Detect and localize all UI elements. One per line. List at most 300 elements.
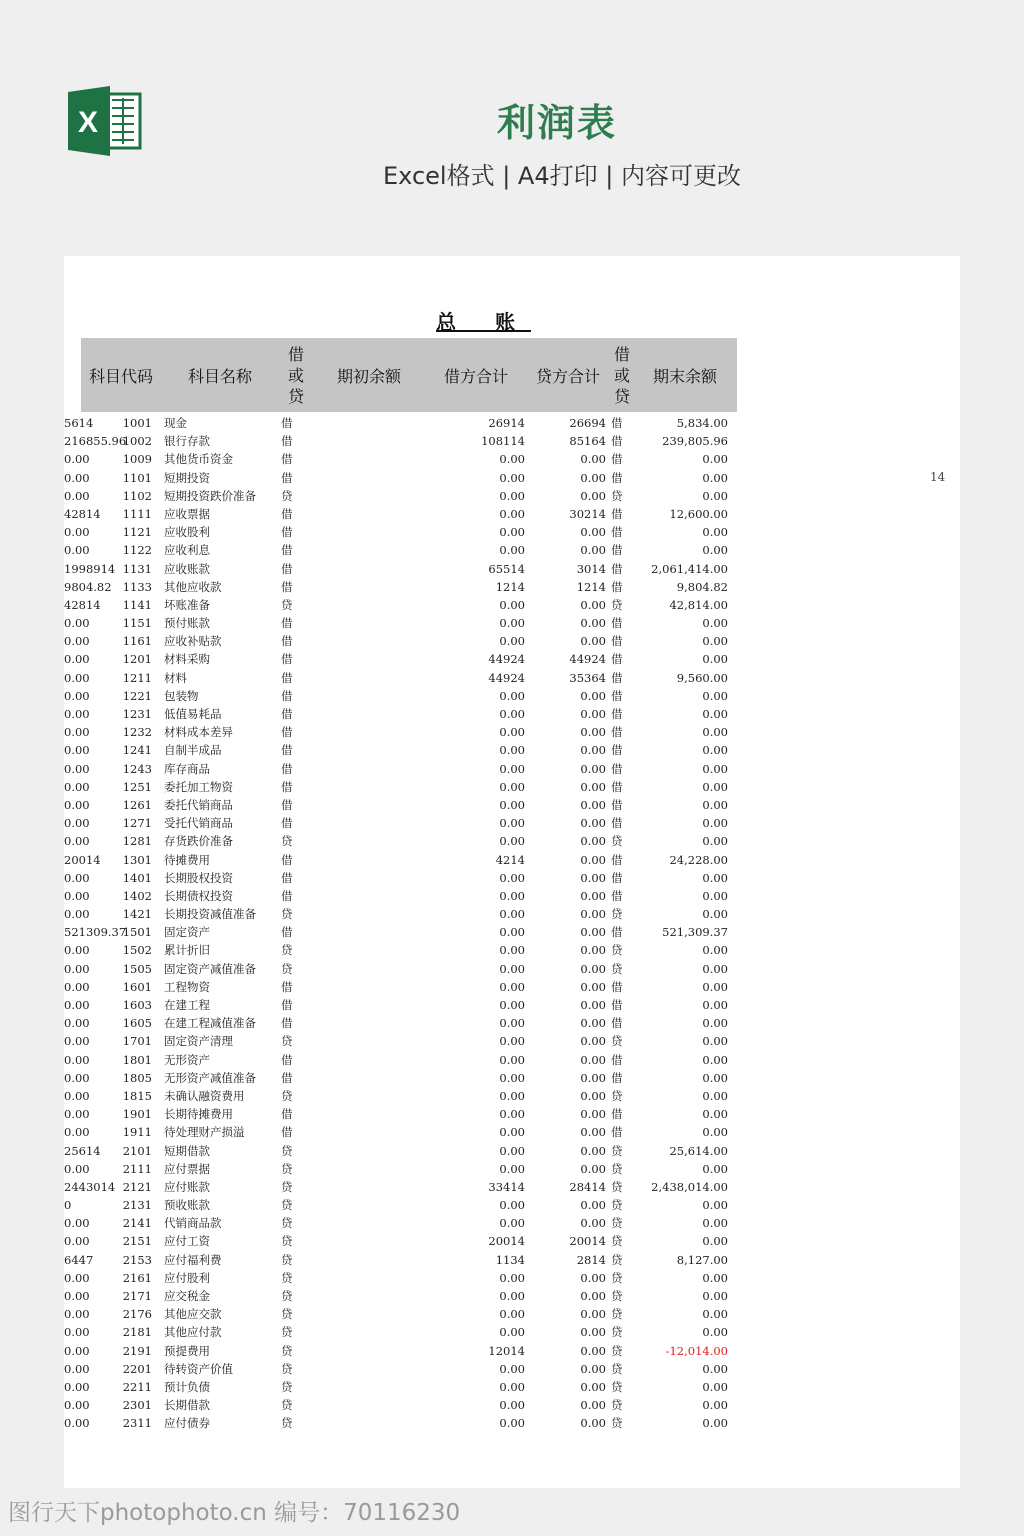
cell-code: 1001 bbox=[122, 416, 152, 430]
cell-dir2: 贷 bbox=[611, 1289, 623, 1303]
cell-closing: 2,438,014.00 bbox=[651, 1179, 728, 1194]
cell-name: 包装物 bbox=[164, 688, 199, 703]
cell-name: 委托加工物资 bbox=[164, 779, 233, 794]
cell-dir1: 贷 bbox=[281, 1179, 293, 1194]
cell-name: 受托代销商品 bbox=[164, 816, 233, 831]
cell-credit: 0.00 bbox=[580, 634, 606, 649]
cell-dir2: 贷 bbox=[611, 1325, 623, 1340]
cell-dir1: 借 bbox=[281, 816, 293, 831]
header-dir1-line: 或 bbox=[287, 365, 304, 385]
cell-closing: 0.00 bbox=[702, 1325, 728, 1340]
table-row bbox=[64, 1414, 960, 1432]
cell-opening: 0.00 bbox=[64, 1416, 90, 1431]
cell-debit: 0.00 bbox=[499, 1143, 525, 1158]
cell-debit: 0.00 bbox=[499, 743, 525, 758]
cell-opening: 0.00 bbox=[64, 670, 90, 685]
cell-opening: 0 bbox=[64, 1198, 72, 1213]
cell-closing: 0.00 bbox=[702, 1034, 728, 1049]
table-row bbox=[64, 1142, 960, 1160]
cell-name: 长期借款 bbox=[164, 1398, 210, 1413]
cell-dir1: 贷 bbox=[281, 1379, 293, 1394]
cell-dir2: 借 bbox=[611, 816, 623, 831]
cell-name: 待摊费用 bbox=[164, 852, 210, 867]
cell-code: 1601 bbox=[122, 979, 152, 994]
cell-opening: 0.00 bbox=[64, 1234, 90, 1249]
cell-credit: 0.00 bbox=[580, 1034, 606, 1049]
cell-credit: 0.00 bbox=[580, 488, 606, 503]
cell-code: 1111 bbox=[122, 506, 152, 521]
cell-name: 应收补贴款 bbox=[164, 634, 222, 649]
cell-closing: 0.00 bbox=[702, 998, 728, 1012]
cell-closing: 0.00 bbox=[702, 1088, 728, 1103]
cell-dir2: 贷 bbox=[611, 597, 623, 612]
cell-name: 短期投资跌价准备 bbox=[164, 488, 256, 503]
cell-opening: 0.00 bbox=[64, 488, 90, 503]
table-row bbox=[64, 1105, 960, 1123]
cell-code: 1505 bbox=[122, 961, 152, 976]
cell-dir1: 借 bbox=[281, 888, 293, 903]
promo-subtitle: Excel格式 | A4打印 | 内容可更改 bbox=[383, 162, 741, 190]
cell-opening: 0.00 bbox=[64, 1125, 90, 1140]
cell-name: 材料采购 bbox=[164, 652, 210, 667]
cell-name: 委托代销商品 bbox=[164, 797, 233, 812]
cell-debit: 0.00 bbox=[499, 1034, 525, 1049]
cell-debit: 33414 bbox=[488, 1179, 525, 1194]
cell-dir1: 借 bbox=[281, 998, 293, 1012]
cell-opening: 0.00 bbox=[64, 707, 90, 721]
cell-dir2: 贷 bbox=[611, 1343, 623, 1358]
cell-code: 1101 bbox=[122, 470, 152, 485]
cell-credit: 0.00 bbox=[580, 525, 606, 540]
cell-dir1: 借 bbox=[281, 525, 293, 540]
cell-opening: 0.00 bbox=[64, 797, 90, 812]
cell-dir2: 贷 bbox=[611, 834, 623, 849]
cell-name: 应收股利 bbox=[164, 525, 210, 540]
cell-opening: 5614 bbox=[64, 416, 94, 430]
table-row bbox=[64, 1051, 960, 1069]
cell-dir1: 贷 bbox=[281, 961, 293, 976]
cell-dir2: 借 bbox=[611, 1070, 623, 1085]
cell-dir1: 借 bbox=[281, 416, 293, 430]
cell-name: 在建工程 bbox=[164, 998, 210, 1012]
cell-code: 2191 bbox=[122, 1343, 152, 1358]
cell-dir2: 贷 bbox=[611, 943, 623, 958]
cell-debit: 108114 bbox=[481, 434, 525, 449]
table-body bbox=[64, 414, 960, 1433]
table-row bbox=[64, 1342, 960, 1360]
cell-debit: 1134 bbox=[495, 1252, 525, 1267]
table-row bbox=[64, 978, 960, 996]
cell-debit: 0.00 bbox=[499, 1398, 525, 1413]
cell-name: 应付债券 bbox=[164, 1416, 210, 1431]
cell-credit: 0.00 bbox=[580, 1289, 606, 1303]
header-dir1 bbox=[281, 338, 311, 412]
cell-dir2: 借 bbox=[611, 1107, 623, 1122]
cell-credit: 0.00 bbox=[580, 907, 606, 922]
cell-dir1: 借 bbox=[281, 743, 293, 758]
cell-code: 1805 bbox=[122, 1070, 152, 1085]
cell-debit: 0.00 bbox=[499, 998, 525, 1012]
cell-opening: 6447 bbox=[64, 1252, 94, 1267]
header-dir2-line: 或 bbox=[613, 365, 630, 385]
cell-name: 待处理财产损溢 bbox=[164, 1125, 245, 1140]
cell-debit: 0.00 bbox=[499, 1216, 525, 1231]
cell-opening: 0.00 bbox=[64, 543, 90, 558]
header-name: 科目名称 bbox=[187, 366, 252, 386]
table-row bbox=[64, 941, 960, 959]
cell-closing: 239,805.96 bbox=[662, 434, 728, 449]
cell-dir2: 贷 bbox=[611, 1270, 623, 1285]
cell-dir2: 借 bbox=[611, 616, 623, 631]
cell-code: 1901 bbox=[122, 1107, 152, 1122]
cell-code: 1271 bbox=[122, 816, 152, 831]
cell-name: 应付股利 bbox=[164, 1270, 210, 1285]
cell-dir1: 贷 bbox=[281, 1252, 293, 1267]
cell-code: 1801 bbox=[122, 1052, 152, 1067]
table-row bbox=[64, 905, 960, 923]
cell-credit: 0.00 bbox=[580, 1088, 606, 1103]
cell-opening: 0.00 bbox=[64, 943, 90, 958]
cell-closing: 0.00 bbox=[702, 1270, 728, 1285]
cell-opening: 25614 bbox=[64, 1143, 101, 1158]
cell-dir1: 贷 bbox=[281, 1343, 293, 1358]
cell-code: 2101 bbox=[122, 1143, 152, 1158]
cell-dir1: 借 bbox=[281, 543, 293, 558]
cell-debit: 0.00 bbox=[499, 616, 525, 631]
cell-code: 1281 bbox=[122, 834, 152, 849]
cell-opening: 0.00 bbox=[64, 1216, 90, 1231]
cell-debit: 0.00 bbox=[499, 1307, 525, 1322]
cell-opening: 1998914 bbox=[64, 561, 116, 576]
cell-opening: 0.00 bbox=[64, 652, 90, 667]
cell-opening: 216855.96 bbox=[64, 434, 127, 449]
cell-code: 1232 bbox=[122, 725, 152, 740]
table-header bbox=[81, 338, 737, 412]
cell-debit: 0.00 bbox=[499, 907, 525, 922]
cell-dir2: 贷 bbox=[611, 1361, 623, 1376]
cell-debit: 0.00 bbox=[499, 688, 525, 703]
promo-title: 利润表 bbox=[496, 101, 617, 145]
cell-credit: 0.00 bbox=[580, 743, 606, 758]
cell-code: 2111 bbox=[122, 1161, 152, 1176]
cell-code: 1121 bbox=[122, 525, 152, 540]
table-row bbox=[64, 632, 960, 650]
cell-closing: 2,061,414.00 bbox=[651, 561, 728, 576]
cell-name: 其他应付款 bbox=[164, 1325, 222, 1340]
cell-credit: 0.00 bbox=[580, 1398, 606, 1413]
cell-code: 2211 bbox=[122, 1379, 152, 1394]
cell-closing: 0.00 bbox=[702, 725, 728, 740]
cell-opening: 0.00 bbox=[64, 1070, 90, 1085]
cell-code: 1502 bbox=[122, 943, 152, 958]
header-dir2-line: 贷 bbox=[613, 386, 630, 406]
cell-dir1: 贷 bbox=[281, 943, 293, 958]
cell-debit: 0.00 bbox=[499, 925, 525, 940]
cell-closing: 0.00 bbox=[702, 816, 728, 831]
table-row bbox=[64, 469, 960, 487]
table-row bbox=[64, 560, 960, 578]
cell-code: 2131 bbox=[122, 1198, 152, 1213]
cell-dir2: 借 bbox=[611, 998, 623, 1012]
cell-dir2: 借 bbox=[611, 779, 623, 794]
cell-debit: 0.00 bbox=[499, 488, 525, 503]
cell-code: 1221 bbox=[122, 688, 152, 703]
cell-credit: 0.00 bbox=[580, 943, 606, 958]
cell-closing: 0.00 bbox=[702, 943, 728, 958]
cell-code: 1133 bbox=[122, 579, 152, 594]
cell-opening: 521309.37 bbox=[64, 925, 127, 940]
cell-dir2: 借 bbox=[611, 1016, 623, 1031]
table-row bbox=[64, 450, 960, 468]
cell-closing: 9,804.82 bbox=[676, 579, 728, 594]
cell-dir2: 借 bbox=[611, 579, 623, 594]
cell-credit: 0.00 bbox=[580, 888, 606, 903]
cell-debit: 20014 bbox=[488, 1234, 525, 1249]
cell-debit: 0.00 bbox=[499, 1016, 525, 1031]
cell-opening: 20014 bbox=[64, 852, 101, 867]
cell-name: 其他货币资金 bbox=[164, 452, 233, 467]
cell-debit: 4214 bbox=[495, 852, 525, 867]
cell-dir1: 借 bbox=[281, 652, 293, 667]
cell-debit: 0.00 bbox=[499, 1416, 525, 1431]
cell-opening: 0.00 bbox=[64, 452, 90, 467]
cell-credit: 0.00 bbox=[580, 1016, 606, 1031]
cell-dir1: 借 bbox=[281, 925, 293, 940]
cell-credit: 28414 bbox=[569, 1179, 606, 1194]
cell-closing: 0.00 bbox=[702, 743, 728, 758]
cell-debit: 0.00 bbox=[499, 1325, 525, 1340]
cell-code: 2161 bbox=[122, 1270, 152, 1285]
header-dir2 bbox=[607, 338, 637, 412]
cell-code: 1131 bbox=[122, 561, 152, 576]
cell-code: 1251 bbox=[122, 779, 152, 794]
cell-dir2: 借 bbox=[611, 506, 623, 521]
cell-debit: 0.00 bbox=[499, 1052, 525, 1067]
cell-credit: 0.00 bbox=[580, 452, 606, 467]
cell-closing: 0.00 bbox=[702, 470, 728, 485]
cell-dir1: 贷 bbox=[281, 1034, 293, 1049]
cell-dir2: 借 bbox=[611, 1125, 623, 1140]
cell-code: 2311 bbox=[122, 1416, 152, 1431]
cell-dir1: 借 bbox=[281, 434, 293, 449]
cell-credit: 0.00 bbox=[580, 1325, 606, 1340]
cell-dir1: 借 bbox=[281, 1016, 293, 1031]
cell-closing: 0.00 bbox=[702, 1361, 728, 1376]
cell-opening: 0.00 bbox=[64, 779, 90, 794]
cell-closing: 9,560.00 bbox=[676, 670, 728, 685]
cell-opening: 0.00 bbox=[64, 1343, 90, 1358]
cell-credit: 0.00 bbox=[580, 597, 606, 612]
header-closing: 期末余额 bbox=[652, 366, 717, 386]
cell-dir1: 借 bbox=[281, 470, 293, 485]
cell-name: 银行存款 bbox=[164, 434, 210, 449]
cell-name: 未确认融资费用 bbox=[164, 1088, 245, 1103]
cell-closing: 521,309.37 bbox=[662, 925, 728, 940]
cell-code: 2171 bbox=[122, 1289, 152, 1303]
cell-closing: 0.00 bbox=[702, 1125, 728, 1140]
cell-credit: 0.00 bbox=[580, 961, 606, 976]
cell-closing: 0.00 bbox=[702, 1307, 728, 1322]
table-row bbox=[64, 487, 960, 505]
table-row bbox=[64, 1251, 960, 1269]
cell-name: 应收账款 bbox=[164, 561, 210, 576]
table-row bbox=[64, 705, 960, 723]
cell-dir1: 贷 bbox=[281, 1398, 293, 1413]
page-number: 14 bbox=[930, 470, 946, 484]
cell-opening: 0.00 bbox=[64, 1270, 90, 1285]
cell-opening: 0.00 bbox=[64, 725, 90, 740]
cell-debit: 0.00 bbox=[499, 888, 525, 903]
cell-debit: 0.00 bbox=[499, 470, 525, 485]
cell-dir1: 借 bbox=[281, 579, 293, 594]
spreadsheet-page bbox=[64, 256, 960, 1488]
cell-credit: 0.00 bbox=[580, 870, 606, 885]
cell-credit: 0.00 bbox=[580, 1361, 606, 1376]
cell-credit: 0.00 bbox=[580, 979, 606, 994]
table-row bbox=[64, 1178, 960, 1196]
cell-dir2: 贷 bbox=[611, 1398, 623, 1413]
cell-dir2: 贷 bbox=[611, 1234, 623, 1249]
cell-opening: 2443014 bbox=[64, 1179, 116, 1194]
cell-opening: 0.00 bbox=[64, 907, 90, 922]
cell-debit: 0.00 bbox=[499, 634, 525, 649]
table-row bbox=[64, 1378, 960, 1396]
cell-debit: 0.00 bbox=[499, 506, 525, 521]
cell-closing: 0.00 bbox=[702, 761, 728, 776]
cell-dir2: 贷 bbox=[611, 1416, 623, 1431]
cell-credit: 0.00 bbox=[580, 1198, 606, 1213]
cell-debit: 0.00 bbox=[499, 961, 525, 976]
cell-dir1: 贷 bbox=[281, 834, 293, 849]
cell-dir2: 借 bbox=[611, 925, 623, 940]
cell-dir1: 贷 bbox=[281, 1234, 293, 1249]
cell-opening: 0.00 bbox=[64, 761, 90, 776]
cell-name: 长期债权投资 bbox=[164, 888, 233, 903]
cell-name: 预收账款 bbox=[164, 1198, 210, 1213]
cell-credit: 0.00 bbox=[580, 1270, 606, 1285]
cell-debit: 0.00 bbox=[499, 816, 525, 831]
cell-dir2: 借 bbox=[611, 979, 623, 994]
cell-dir2: 借 bbox=[611, 543, 623, 558]
cell-dir1: 贷 bbox=[281, 1270, 293, 1285]
cell-code: 2201 bbox=[122, 1361, 152, 1376]
table-row bbox=[64, 1214, 960, 1232]
header-dir2-line: 借 bbox=[613, 344, 630, 364]
table-row bbox=[64, 432, 960, 450]
cell-credit: 0.00 bbox=[580, 1307, 606, 1322]
cell-debit: 0.00 bbox=[499, 797, 525, 812]
cell-dir2: 借 bbox=[611, 797, 623, 812]
cell-debit: 0.00 bbox=[499, 597, 525, 612]
cell-dir1: 借 bbox=[281, 1052, 293, 1067]
cell-code: 1911 bbox=[122, 1125, 152, 1140]
cell-dir2: 贷 bbox=[611, 488, 623, 503]
table-row bbox=[64, 596, 960, 614]
cell-opening: 0.00 bbox=[64, 1307, 90, 1322]
cell-dir2: 借 bbox=[611, 852, 623, 867]
cell-opening: 0.00 bbox=[64, 1325, 90, 1340]
cell-dir1: 贷 bbox=[281, 1198, 293, 1213]
cell-dir2: 借 bbox=[611, 416, 623, 430]
cell-dir1: 借 bbox=[281, 452, 293, 467]
cell-dir2: 借 bbox=[611, 870, 623, 885]
cell-dir2: 借 bbox=[611, 525, 623, 540]
cell-name: 应付福利费 bbox=[164, 1252, 222, 1267]
cell-dir1: 借 bbox=[281, 1070, 293, 1085]
cell-name: 工程物资 bbox=[164, 979, 210, 994]
cell-debit: 0.00 bbox=[499, 1379, 525, 1394]
cell-code: 1501 bbox=[122, 925, 152, 940]
cell-debit: 44924 bbox=[488, 652, 525, 667]
cell-credit: 20014 bbox=[569, 1234, 606, 1249]
cell-debit: 0.00 bbox=[499, 1289, 525, 1303]
cell-closing: 0.00 bbox=[702, 543, 728, 558]
cell-closing: 0.00 bbox=[702, 616, 728, 631]
cell-opening: 0.00 bbox=[64, 816, 90, 831]
cell-code: 1211 bbox=[122, 670, 152, 685]
cell-opening: 0.00 bbox=[64, 1088, 90, 1103]
cell-name: 无形资产 bbox=[164, 1052, 210, 1067]
cell-opening: 42814 bbox=[64, 506, 101, 521]
cell-closing: 0.00 bbox=[702, 1216, 728, 1231]
cell-closing: 0.00 bbox=[702, 1016, 728, 1031]
cell-name: 累计折旧 bbox=[164, 943, 210, 958]
cell-dir2: 贷 bbox=[611, 1198, 623, 1213]
cell-closing: 25,614.00 bbox=[669, 1143, 728, 1158]
cell-name: 应付工资 bbox=[164, 1234, 210, 1249]
cell-opening: 0.00 bbox=[64, 979, 90, 994]
cell-closing: 0.00 bbox=[702, 452, 728, 467]
cell-dir2: 借 bbox=[611, 725, 623, 740]
cell-dir2: 贷 bbox=[611, 1143, 623, 1158]
cell-debit: 0.00 bbox=[499, 1125, 525, 1140]
cell-code: 2181 bbox=[122, 1325, 152, 1340]
cell-code: 1102 bbox=[122, 488, 152, 503]
cell-name: 坏账准备 bbox=[164, 597, 210, 612]
cell-name: 无形资产减值准备 bbox=[164, 1070, 256, 1085]
cell-credit: 0.00 bbox=[580, 725, 606, 740]
cell-credit: 0.00 bbox=[580, 998, 606, 1012]
cell-code: 1231 bbox=[122, 707, 152, 721]
cell-name: 应交税金 bbox=[164, 1289, 210, 1303]
cell-debit: 0.00 bbox=[499, 1161, 525, 1176]
cell-debit: 0.00 bbox=[499, 1198, 525, 1213]
table-row bbox=[64, 1087, 960, 1105]
cell-opening: 0.00 bbox=[64, 1107, 90, 1122]
table-row bbox=[64, 814, 960, 832]
cell-credit: 0.00 bbox=[580, 1416, 606, 1431]
cell-name: 预计负债 bbox=[164, 1379, 210, 1394]
cell-code: 1815 bbox=[122, 1088, 152, 1103]
cell-debit: 0.00 bbox=[499, 1270, 525, 1285]
cell-closing: -12,014.00 bbox=[665, 1343, 728, 1358]
table-row bbox=[64, 832, 960, 850]
table-row bbox=[64, 578, 960, 596]
table-row bbox=[64, 1032, 960, 1050]
cell-credit: 0.00 bbox=[580, 816, 606, 831]
cell-credit: 30214 bbox=[569, 506, 606, 521]
cell-credit: 0.00 bbox=[580, 707, 606, 721]
cell-credit: 3014 bbox=[576, 561, 606, 576]
cell-name: 固定资产清理 bbox=[164, 1034, 233, 1049]
cell-name: 应收利息 bbox=[164, 543, 210, 558]
cell-opening: 0.00 bbox=[64, 961, 90, 976]
cell-name: 自制半成品 bbox=[164, 743, 222, 758]
cell-opening: 0.00 bbox=[64, 1398, 90, 1413]
cell-closing: 42,814.00 bbox=[669, 597, 728, 612]
cell-dir2: 贷 bbox=[611, 1252, 623, 1267]
cell-credit: 0.00 bbox=[580, 688, 606, 703]
